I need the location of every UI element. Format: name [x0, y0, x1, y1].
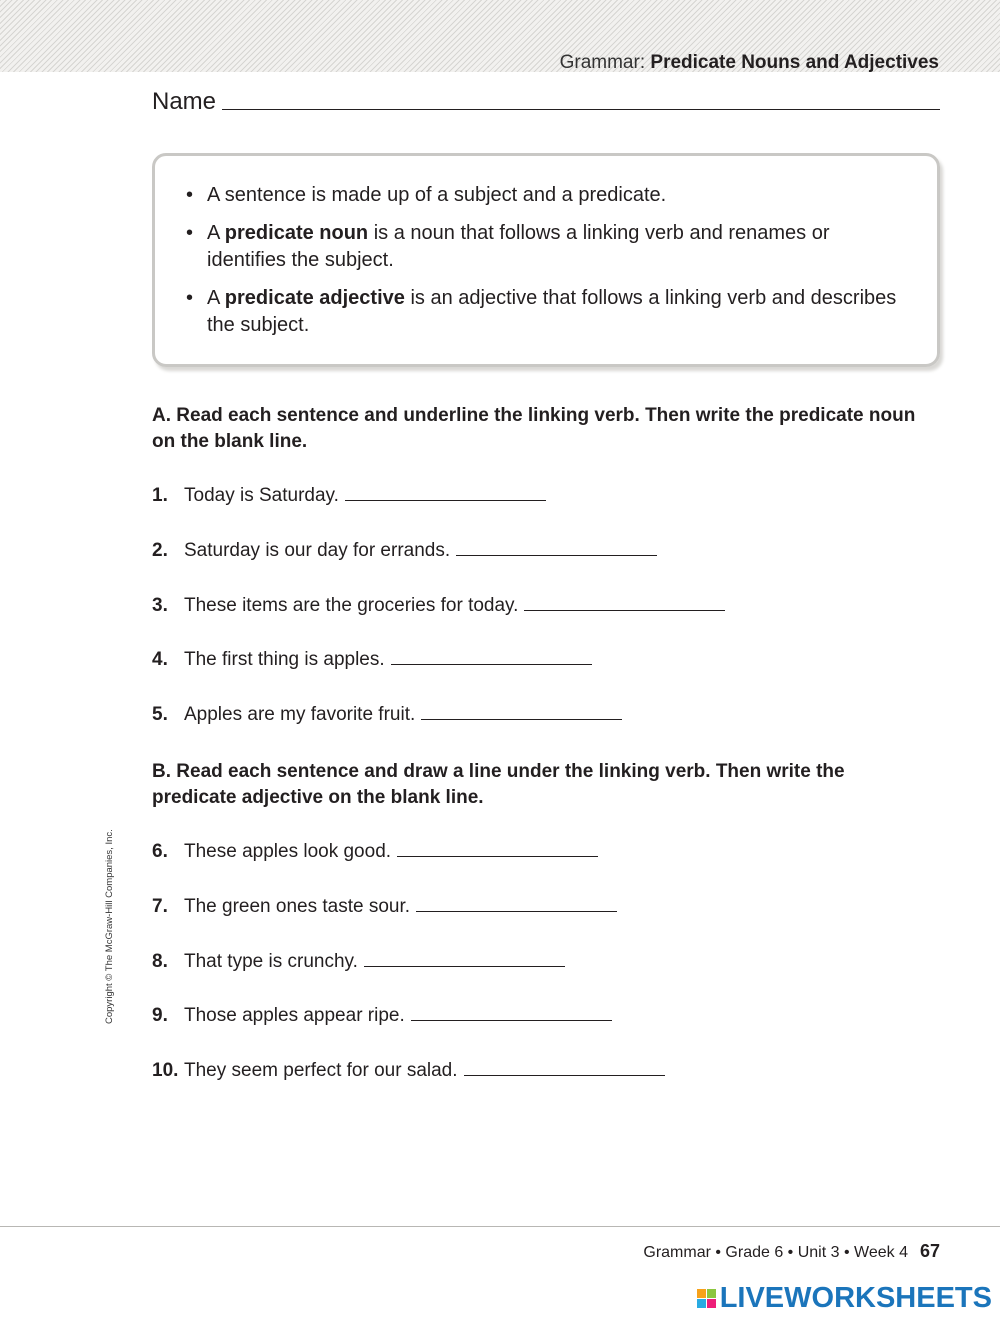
question-number: 2.	[152, 540, 168, 561]
question-number: 10.	[152, 1060, 179, 1081]
answer-blank[interactable]	[456, 537, 657, 556]
question-item	[152, 1002, 612, 1028]
question-number: 5.	[152, 704, 168, 725]
answer-blank[interactable]	[524, 592, 725, 611]
liveworksheets-logo-icon	[697, 1289, 716, 1308]
answer-blank[interactable]	[397, 838, 598, 857]
question-text: That type is crunchy.	[184, 951, 358, 972]
section-b-directions: B. Read each sentence and draw a line under the linking verb. Then write the predicate adjective on the blank line.	[152, 761, 845, 808]
page-header	[560, 52, 939, 74]
page-number: 67	[919, 1241, 940, 1261]
question-text: Saturday is our day for errands.	[184, 540, 451, 561]
question-item	[152, 838, 598, 864]
answer-blank[interactable]	[411, 1002, 612, 1021]
answer-blank[interactable]	[464, 1057, 665, 1076]
question-number: 1.	[152, 485, 168, 506]
question-number: 6.	[152, 841, 168, 862]
rule-item	[185, 285, 907, 339]
question-number: 7.	[152, 896, 168, 917]
question-number: 9.	[152, 1005, 168, 1026]
question-item	[152, 1057, 665, 1083]
footer-label: Grammar • Grade 6 • Unit 3 • Week 4	[643, 1244, 908, 1261]
liveworksheets-wordmark: LIVEWORKSHEETS	[719, 1281, 992, 1314]
question-item	[152, 592, 725, 618]
rule-term: predicate noun	[224, 222, 369, 244]
footer-divider	[0, 1226, 1000, 1227]
section-a-directions: A. Read each sentence and underline the linking verb. Then write the predicate noun on the blank line.	[152, 405, 916, 452]
question-text: These items are the groceries for today.	[184, 595, 519, 616]
question-text: Today is Saturday.	[184, 485, 339, 506]
question-text: The first thing is apples.	[184, 649, 385, 670]
answer-blank[interactable]	[391, 646, 592, 665]
question-text: Apples are my favorite fruit.	[184, 704, 416, 725]
answer-blank[interactable]	[416, 893, 617, 912]
liveworksheets-logo	[697, 1283, 992, 1313]
copyright-notice: Copyright © The McGraw-Hill Companies, Inc.	[104, 829, 115, 1024]
question-item	[152, 537, 657, 563]
answer-blank[interactable]	[421, 701, 622, 720]
header-title: Predicate Nouns and Adjectives	[650, 52, 939, 73]
name-row	[152, 86, 940, 116]
name-label: Name	[152, 88, 217, 115]
rule-text: A	[207, 287, 225, 309]
name-field[interactable]	[222, 109, 940, 110]
answer-blank[interactable]	[364, 948, 565, 967]
question-item	[152, 646, 592, 672]
question-text: These apples look good.	[184, 841, 392, 862]
question-text: Those apples appear ripe.	[184, 1005, 405, 1026]
rule-box	[152, 153, 940, 367]
answer-blank[interactable]	[345, 482, 546, 501]
question-number: 3.	[152, 595, 168, 616]
question-text: They seem perfect for our salad.	[184, 1060, 458, 1081]
rule-list	[185, 182, 907, 350]
question-item	[152, 948, 565, 974]
question-text: The green ones taste sour.	[184, 896, 411, 917]
rule-item	[185, 182, 907, 209]
bullet-icon: •	[186, 222, 194, 244]
question-item	[152, 893, 617, 919]
rule-text: is a noun that follows a linking verb and renames or identifies the subject.	[207, 222, 830, 271]
rule-item	[185, 220, 907, 274]
question-number: 8.	[152, 951, 168, 972]
rule-term: predicate adjective	[224, 287, 405, 309]
bullet-icon: •	[186, 184, 194, 206]
bullet-icon: •	[186, 287, 194, 309]
question-item	[152, 482, 546, 508]
rule-text: is an adjective that follows a linking verb and describes the subject.	[207, 287, 897, 336]
header-prefix: Grammar:	[559, 52, 651, 73]
question-item	[152, 701, 622, 727]
question-number: 4.	[152, 649, 168, 670]
rule-text: A sentence is made up of a subject and a predicate.	[207, 184, 667, 206]
page-footer	[643, 1241, 940, 1262]
rule-text: A	[207, 222, 225, 244]
